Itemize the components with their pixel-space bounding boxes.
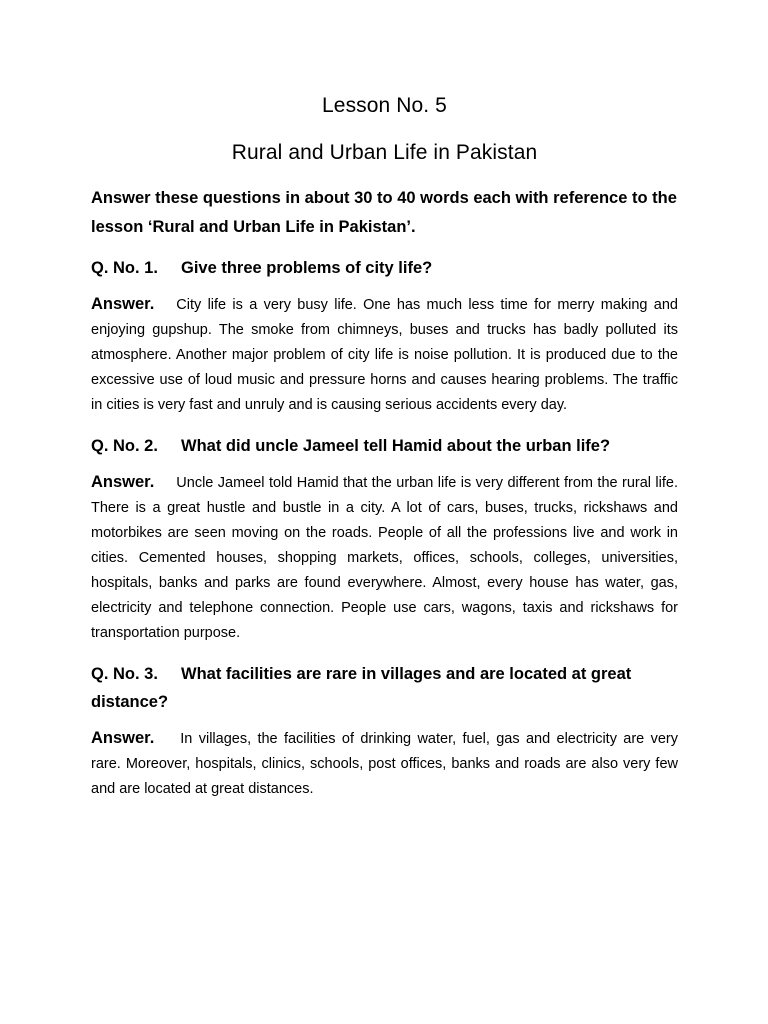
answer-2-label: Answer. — [91, 473, 155, 491]
lesson-subtitle: Rural and Urban Life in Pakistan — [231, 141, 538, 164]
question-3 — [91, 660, 678, 716]
answer-1 — [91, 292, 678, 418]
question-1 — [91, 254, 678, 282]
question-1-number: Q. No. 1. — [91, 259, 158, 277]
answer-3-text: In villages, the facilities of drinking water, fuel, gas and electricity are very rare. Moreover, hospitals, clinics, schools, post offices, banks and roads are also very few and are located at great distances. — [91, 731, 678, 797]
question-2-number: Q. No. 2. — [91, 437, 158, 455]
answer-2-text: Uncle Jameel told Hamid that the urban life is very different from the rural life. There is a great hustle and bustle in a city. A lot of cars, buses, trucks, rickshaws and motorbikes are seen moving on the roads. People of all the professions live and work in cities. Cemented houses, shopping markets, offices, schools, colleges, universities, hospitals, banks and parks are found everywhere. Almost, every house has water, gas, electricity and telephone connection. People use cars, wagons, taxis and rickshaws for transportation purpose. — [91, 475, 678, 641]
instructions: Answer these questions in about 30 to 40 words each with reference to the lesson ‘Rural and Urban Life in Pakistan’. — [91, 189, 677, 236]
question-3-text: What facilities are rare in villages and are located at great distance? — [91, 665, 632, 711]
answer-3-label: Answer. — [91, 729, 155, 747]
question-3-number: Q. No. 3. — [91, 665, 158, 683]
question-2 — [91, 432, 678, 460]
question-2-text: What did uncle Jameel tell Hamid about the urban life? — [181, 437, 611, 455]
answer-1-text: City life is a very busy life. One has much less time for merry making and enjoying gupshup. The smoke from chimneys, buses and trucks has badly polluted its atmosphere. Another major problem of city life is noise pollution. It is produced due to the excessive use of loud music and pressure horns and causes hearing problems. The traffic in cities is very fast and unruly and is causing serious accidents every day. — [91, 297, 678, 413]
question-1-text: Give three problems of city life? — [181, 259, 433, 277]
answer-2 — [91, 470, 678, 646]
lesson-title: Lesson No. 5 — [322, 94, 447, 117]
answer-3 — [91, 726, 678, 802]
document-content — [91, 92, 678, 816]
answer-1-label: Answer. — [91, 295, 155, 313]
